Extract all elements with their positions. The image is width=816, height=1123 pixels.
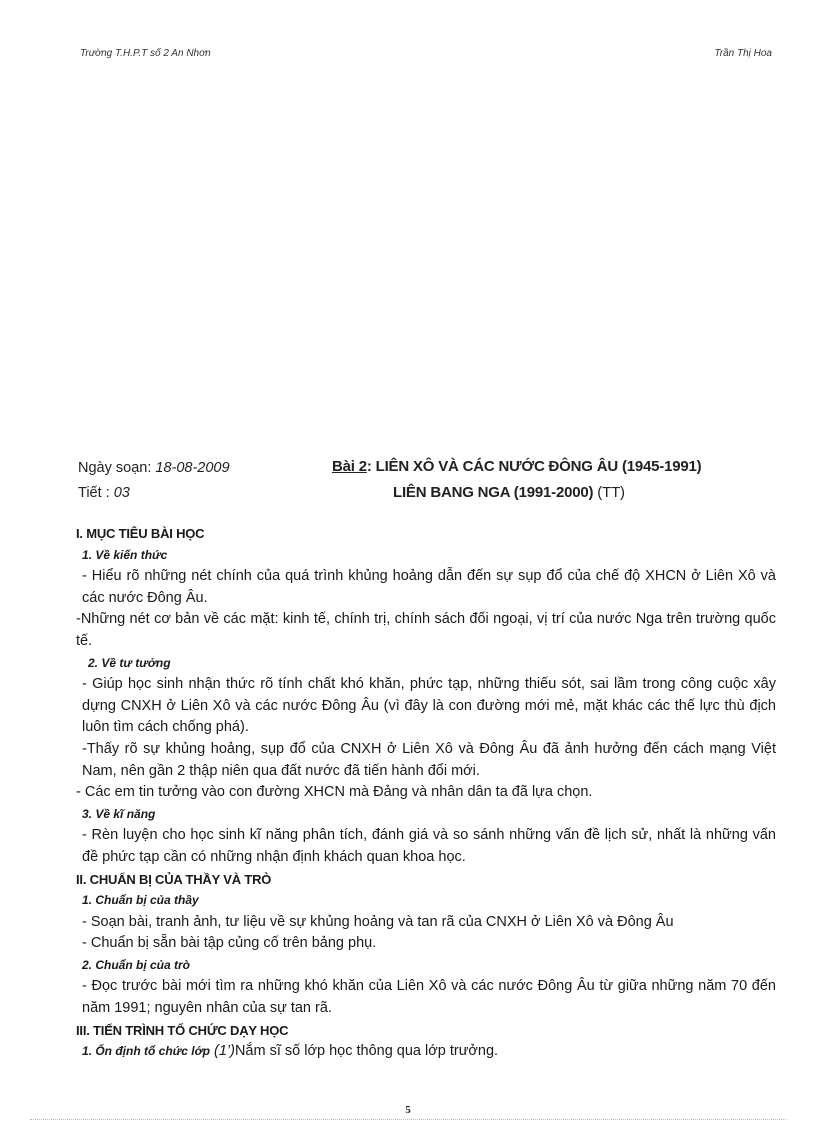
- section-heading: III. TIẾN TRÌNH TỔ CHỨC DẠY HỌC: [76, 1022, 289, 1038]
- paragraph: - Hiểu rõ những nét chính của quá trình khủng hoảng dẫn đến sự sụp đổ của chế độ XHCN ở Liên Xô và các nước Đông Âu.: [82, 568, 776, 606]
- header-school: Trường T.H.P.T số 2 An Nhơn: [80, 48, 211, 59]
- paragraph: -Những nét cơ bản về các mặt: kinh tế, chính trị, chính sách đối ngoại, vị trí của nước Nga trên trường quốc tế.: [76, 611, 776, 649]
- lesson-body: [76, 523, 776, 1063]
- paragraph: [76, 1041, 776, 1063]
- lesson-subtitle-text: LIÊN BANG NGA (1991-2000): [393, 484, 594, 501]
- subsection-heading: 1. Về kiến thức: [82, 547, 168, 562]
- lesson-title: [332, 458, 701, 475]
- date-line: [78, 460, 230, 476]
- subsection-heading: 3. Về kĩ năng: [82, 806, 156, 821]
- header-author: Trần Thị Hoa: [714, 48, 772, 59]
- footer-divider: [30, 1119, 786, 1120]
- date-label: Ngày soạn:: [78, 460, 152, 476]
- paragraph: -Thấy rõ sự khủng hoảng, sụp đổ của CNXH ở Liên Xô và Đông Âu đã ảnh hưởng đến cách mạng Việt Nam, nên gần 2 thập niên qua đất nước đã tiến hành đổi mới.: [82, 740, 776, 779]
- date-value: 18-08-2009: [155, 460, 230, 476]
- page-number: 5: [405, 1104, 411, 1116]
- paragraph: - Các em tin tưởng vào con đường XHCN mà Đảng và nhân dân ta đã lựa chọn.: [76, 784, 593, 801]
- duration: (1’): [209, 1043, 235, 1060]
- section-heading: I. MỤC TIÊU BÀI HỌC: [76, 526, 205, 541]
- subsection-heading: 2. Về tư tưởng: [88, 655, 171, 670]
- period-line: [78, 485, 130, 501]
- period-label: Tiết :: [78, 485, 110, 501]
- paragraph-text: Nắm sĩ số lớp học thông qua lớp trưởng.: [234, 1043, 499, 1060]
- period-value: 03: [113, 485, 130, 501]
- subsection-heading: 1. Chuẩn bị của thầy: [82, 893, 199, 908]
- paragraph: - Đọc trước bài mới tìm ra những khó khăn của Liên Xô và các nước Đông Âu từ giữa những năm 70 đến năm 1991; nguyên nhân của sự tan rã.: [82, 978, 776, 1017]
- lesson-subtitle: [393, 484, 625, 501]
- lesson-number: Bài 2: [332, 458, 367, 475]
- paragraph: - Chuẩn bị sẵn bài tập củng cố trên bảng phụ.: [82, 935, 377, 952]
- paragraph: - Giúp học sinh nhận thức rõ tính chất khó khăn, phức tạp, những thiếu sót, sai lầm trong công cuộc xây dựng CNXH ở Liên Xô và các nước Đông Âu (vì đây là con đường mới mẻ, mặt khác các thế lực thù địch luôn tìm cách chống phá).: [82, 676, 776, 736]
- subsection-heading: 1. Ổn định tổ chức lớp: [82, 1044, 210, 1059]
- section-heading: II. CHUẨN BỊ CỦA THẦY VÀ TRÒ: [76, 871, 272, 887]
- paragraph: - Soạn bài, tranh ảnh, tư liệu về sự khủng hoảng và tan rã của CNXH ở Liên Xô và Đông Âu: [82, 913, 674, 930]
- lesson-subtitle-suffix: (TT): [593, 484, 625, 501]
- lesson-title-text: : LIÊN XÔ VÀ CÁC NƯỚC ĐÔNG ÂU (1945-1991): [366, 458, 702, 475]
- paragraph: - Rèn luyện cho học sinh kĩ năng phân tích, đánh giá và so sánh những vấn đề lịch sử, nhất là những vấn đề phức tạp cần có những nhận định khách quan khoa học.: [82, 827, 776, 865]
- subsection-heading: 2. Chuẩn bị của trò: [82, 957, 191, 972]
